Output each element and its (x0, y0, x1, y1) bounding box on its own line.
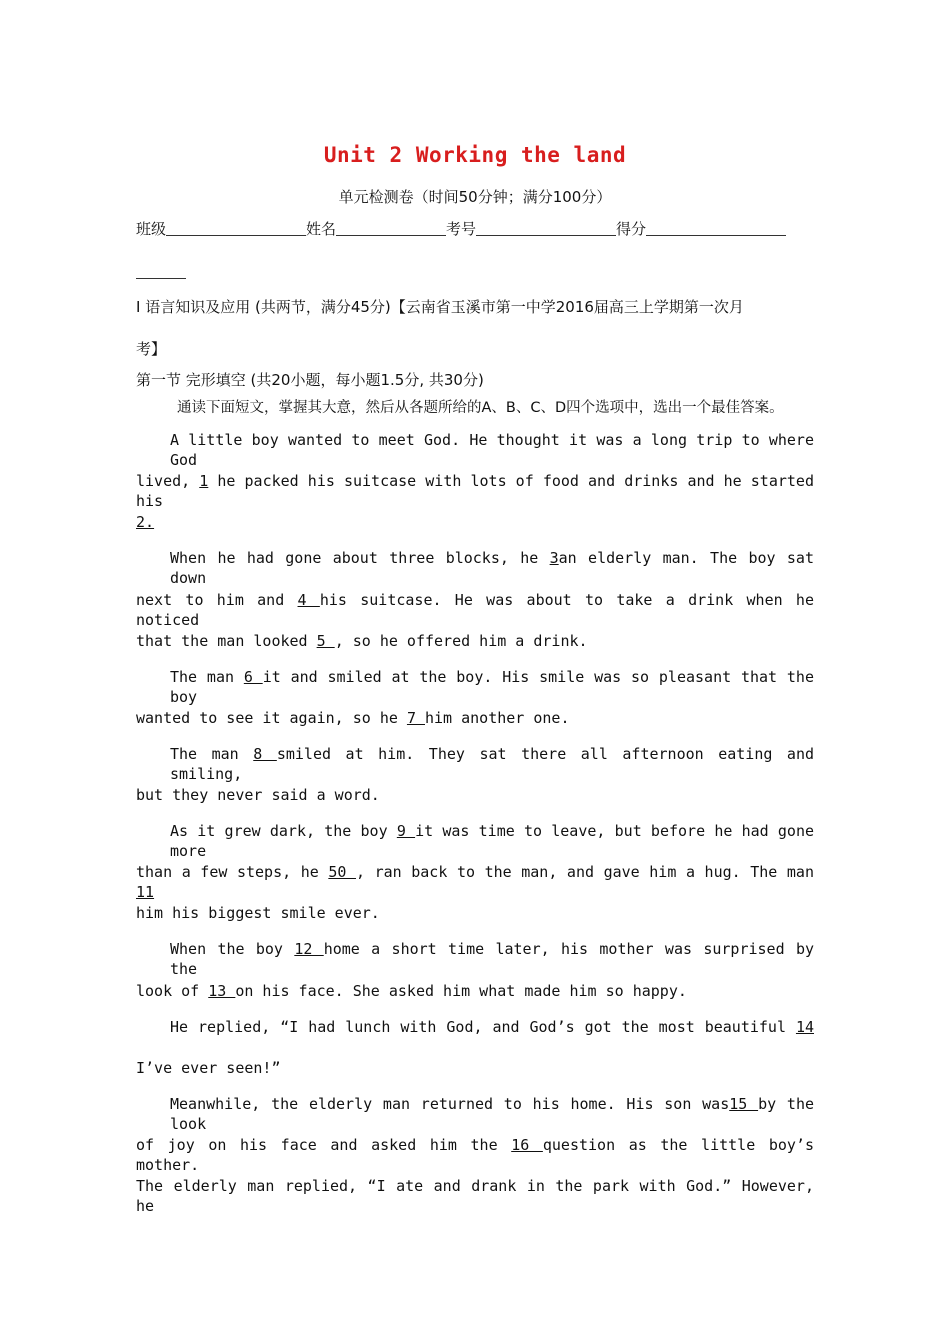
exam-subtitle: 单元检测卷（时间50分钟；满分100分） (338, 188, 612, 206)
passage-line: lived, 1 he packed his suitcase with lots of food and drinks and he started his (136, 472, 814, 510)
instruction-text: 通读下面短文，掌握其大意，然后从各题所给的A、B、C、D四个选项中，选出一个最佳答案。 (177, 400, 784, 416)
passage-line: him his biggest smile ever. (136, 904, 380, 922)
score-label: 得分 (616, 220, 647, 238)
exam-number-blank[interactable] (476, 221, 616, 236)
blank-1: 1 (199, 472, 209, 490)
blank-9: 9 (396, 822, 416, 840)
passage-line: As it grew dark, the boy 9 it was time to leave, but before he had gone more (170, 822, 815, 860)
class-blank[interactable] (166, 221, 306, 236)
section-heading: 第一节 完形填空 (共20小题，每小题1.5分, 共30分) (136, 371, 484, 389)
name-label: 姓名 (306, 220, 337, 238)
score-blank[interactable] (646, 221, 786, 236)
passage-line: but they never said a word. (136, 786, 380, 804)
blank-8: 8 (253, 745, 277, 763)
blank-15: 15 (729, 1095, 759, 1113)
passage-line: The man 8 smiled at him. They sat there all afternoon eating and smiling, (170, 745, 815, 783)
passage-line: The elderly man replied, “I ate and drank in the park with God.” However, he (136, 1177, 814, 1215)
part-heading: I 语言知识及应用 (共两节，满分45分)【云南省玉溪市第一中学2016届高三上学期第一次月 (136, 298, 744, 316)
passage-line: that the man looked 5 , so he offered him a drink. (136, 632, 588, 650)
class-label: 班级 (136, 220, 167, 238)
blank-5: 5 (316, 632, 335, 650)
score-blank-continued (136, 264, 186, 279)
blank-6: 6 (243, 668, 263, 686)
blank-11: 11 (136, 883, 155, 901)
passage-line: I’ve ever seen!” (136, 1059, 281, 1077)
passage-line: of joy on his face and asked him the 16 question as the little boy’s mother. (136, 1136, 814, 1174)
part-heading-continued: 考】 (136, 340, 167, 358)
passage-line: When the boy 12 home a short time later, his mother was surprised by the (170, 940, 815, 978)
passage-line: He replied, “I had lunch with God, and God’s got the most beautiful 14 (170, 1018, 814, 1036)
blank-3: 3 (549, 549, 559, 567)
student-info-fields (136, 219, 816, 239)
passage-line: Meanwhile, the elderly man returned to his home. His son was15 by the look (170, 1095, 815, 1133)
passage-line: wanted to see it again, so he 7 him another one. (136, 709, 570, 727)
blank-4: 4 (297, 591, 320, 609)
passage-line: When he had gone about three blocks, he 3an elderly man. The boy sat down (170, 549, 814, 587)
blank-7: 7 (406, 709, 425, 727)
exam-number-label: 考号 (446, 220, 477, 238)
blank-13: 13 (208, 982, 236, 1000)
blank-16: 16 (511, 1136, 543, 1154)
passage-line: A little boy wanted to meet God. He thought it was a long trip to where God (170, 431, 814, 469)
blank-12: 12 (294, 940, 324, 958)
blank-2: 2. (136, 513, 155, 531)
passage-line: look of 13 on his face. She asked him what made him so happy. (136, 982, 687, 1000)
blank-10: 50 (328, 863, 356, 881)
passage-line: than a few steps, he 50 , ran back to the man, and gave him a hug. The man 11 (136, 863, 814, 901)
unit-title: Unit 2 Working the land (323, 143, 627, 167)
passage-line: The man 6 it and smiled at the boy. His smile was so pleasant that the boy (170, 668, 814, 706)
passage-line (136, 512, 154, 532)
name-blank[interactable] (336, 221, 446, 236)
blank-14: 14 (795, 1018, 814, 1036)
passage-line: next to him and 4 his suitcase. He was about to take a drink when he noticed (136, 591, 814, 629)
